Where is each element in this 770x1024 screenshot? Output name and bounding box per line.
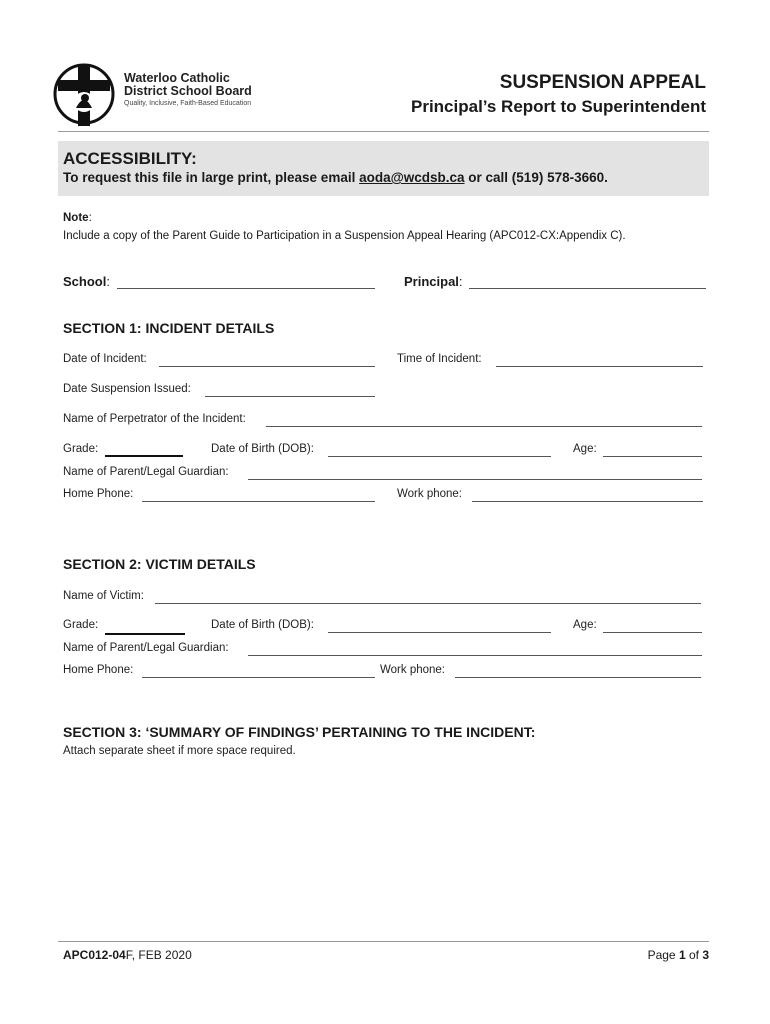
note-colon: : bbox=[88, 212, 92, 224]
s2-home-phone-label: Home Phone: bbox=[63, 664, 134, 676]
date-of-incident-field[interactable] bbox=[159, 366, 375, 367]
accessibility-text-after: or call (519) 578-3660. bbox=[464, 170, 608, 185]
document-subtitle: Principal’s Report to Superintendent bbox=[410, 97, 706, 116]
s1-grade-field[interactable] bbox=[105, 455, 183, 457]
school-field[interactable] bbox=[117, 288, 375, 289]
s2-work-phone-field[interactable] bbox=[455, 677, 701, 678]
accessibility-text-before: To request this file in large print, please email bbox=[63, 170, 360, 185]
principal-label bbox=[404, 274, 463, 289]
s1-dob-field[interactable] bbox=[328, 456, 551, 457]
section3-instructions: Attach separate sheet if more space required. bbox=[63, 745, 296, 757]
school-colon: : bbox=[106, 274, 110, 289]
organization-tagline: Quality, Inclusive, Faith-Based Education bbox=[124, 100, 252, 107]
accessibility-heading: ACCESSIBILITY: bbox=[63, 149, 197, 168]
s2-grade-field[interactable] bbox=[105, 633, 185, 635]
organization-name-line1: Waterloo Catholic bbox=[124, 71, 230, 85]
s1-guardian-label: Name of Parent/Legal Guardian: bbox=[63, 466, 229, 478]
of-word: of bbox=[685, 948, 703, 962]
s2-age-label: Age: bbox=[573, 619, 597, 631]
school-label-text: School bbox=[63, 274, 107, 289]
accessibility-text bbox=[63, 170, 608, 185]
organization-name-line2: District School Board bbox=[124, 84, 252, 98]
victim-name-field[interactable] bbox=[155, 603, 701, 604]
page-word: Page bbox=[647, 948, 679, 962]
s2-guardian-field[interactable] bbox=[248, 655, 702, 656]
form-code-bold: APC012-04 bbox=[63, 948, 126, 962]
header-divider bbox=[58, 131, 709, 132]
school-label bbox=[63, 274, 110, 289]
principal-label-text: Principal bbox=[404, 274, 459, 289]
date-suspension-issued-field[interactable] bbox=[205, 396, 375, 397]
s2-age-field[interactable] bbox=[603, 632, 702, 633]
perpetrator-name-field[interactable] bbox=[266, 426, 702, 427]
s1-dob-label: Date of Birth (DOB): bbox=[211, 443, 314, 455]
s1-work-phone-field[interactable] bbox=[472, 501, 703, 502]
perpetrator-name-label: Name of Perpetrator of the Incident: bbox=[63, 413, 246, 425]
organization-name bbox=[124, 72, 252, 98]
s2-home-phone-field[interactable] bbox=[142, 677, 375, 678]
principal-field[interactable] bbox=[469, 288, 706, 289]
s2-guardian-label: Name of Parent/Legal Guardian: bbox=[63, 642, 229, 654]
document-title: SUSPENSION APPEAL bbox=[499, 72, 706, 93]
note-label-text: Note bbox=[63, 212, 89, 224]
section2-heading: SECTION 2: VICTIM DETAILS bbox=[63, 556, 256, 572]
school-board-logo-icon bbox=[52, 62, 116, 126]
principal-colon: : bbox=[458, 274, 463, 289]
s1-age-label: Age: bbox=[573, 443, 597, 455]
s2-dob-field[interactable] bbox=[328, 632, 551, 633]
s1-home-phone-label: Home Phone: bbox=[63, 488, 134, 500]
s1-work-phone-label: Work phone: bbox=[397, 488, 462, 500]
accessibility-email-link[interactable]: aoda@wcdsb.ca bbox=[359, 170, 465, 185]
form-code-suffix: F, FEB 2020 bbox=[125, 948, 192, 962]
footer-divider bbox=[58, 941, 709, 942]
note-text: Include a copy of the Parent Guide to Participation in a Suspension Appeal Hearing (APC012-CX:Appendix C). bbox=[63, 230, 626, 242]
s1-home-phone-field[interactable] bbox=[142, 501, 375, 502]
page-total: 3 bbox=[702, 948, 709, 962]
s1-grade-label: Grade: bbox=[63, 443, 99, 455]
s2-grade-label: Grade: bbox=[63, 619, 99, 631]
form-code bbox=[63, 948, 192, 962]
time-of-incident-label: Time of Incident: bbox=[397, 353, 482, 365]
s1-guardian-field[interactable] bbox=[248, 479, 702, 480]
victim-name-label: Name of Victim: bbox=[63, 590, 144, 602]
date-suspension-issued-label: Date Suspension Issued: bbox=[63, 383, 191, 395]
time-of-incident-field[interactable] bbox=[496, 366, 703, 367]
note-label bbox=[63, 212, 92, 224]
summary-of-findings-area[interactable] bbox=[63, 765, 708, 933]
page-number: 1 bbox=[678, 948, 686, 962]
s2-dob-label: Date of Birth (DOB): bbox=[211, 619, 314, 631]
page-indicator bbox=[648, 948, 709, 962]
s2-work-phone-label: Work phone: bbox=[380, 664, 445, 676]
s1-age-field[interactable] bbox=[603, 456, 702, 457]
section1-heading: SECTION 1: INCIDENT DETAILS bbox=[63, 320, 275, 336]
section3-heading: SECTION 3: ‘SUMMARY OF FINDINGS’ PERTAINING TO THE INCIDENT: bbox=[63, 724, 536, 740]
date-of-incident-label: Date of Incident: bbox=[63, 353, 147, 365]
